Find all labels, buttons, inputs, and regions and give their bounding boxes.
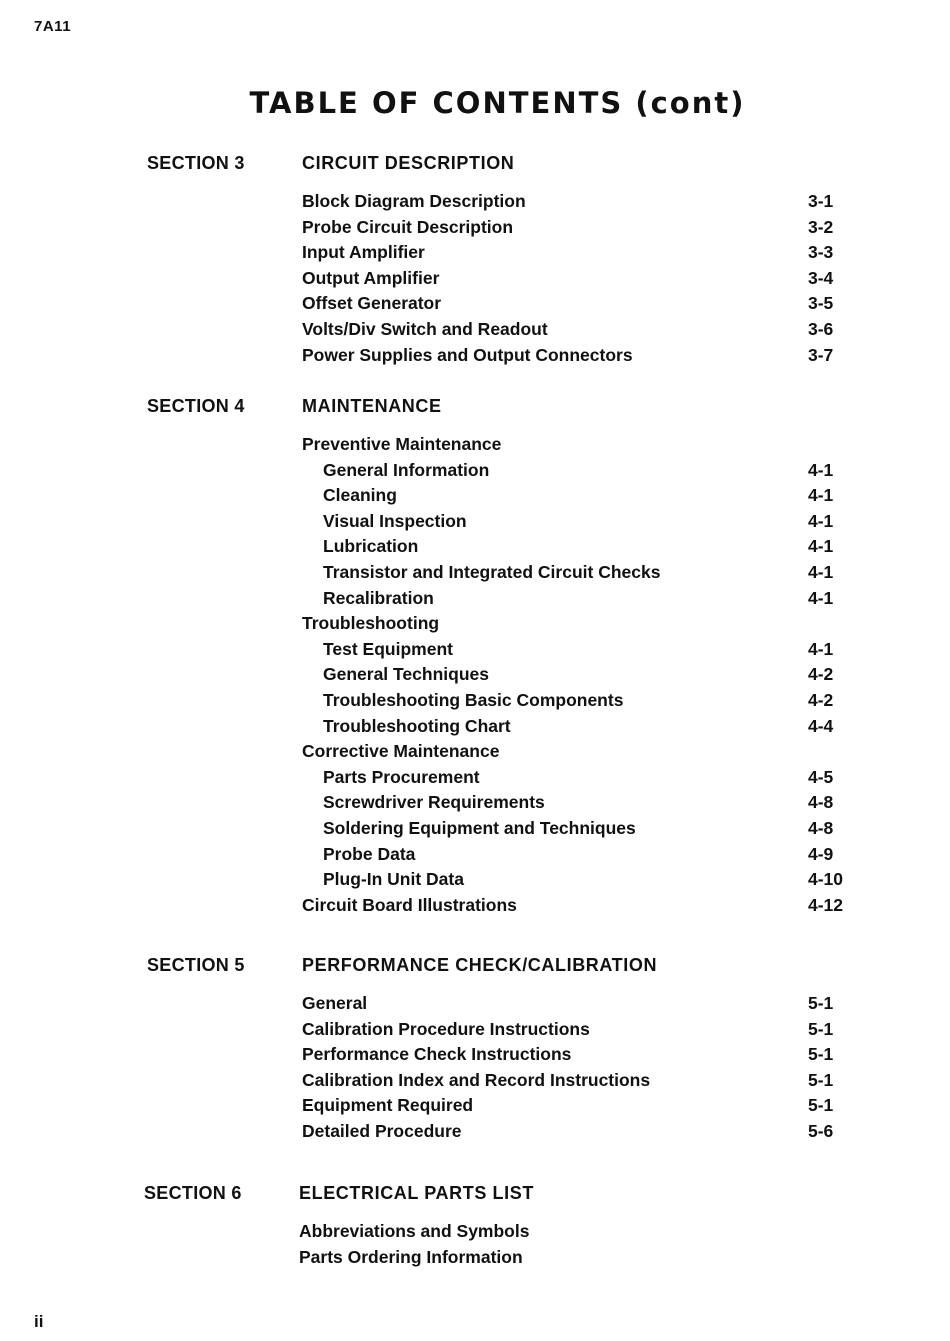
toc-entry-title: Block Diagram Description <box>302 191 526 211</box>
section-title: CIRCUIT DESCRIPTION <box>302 153 515 173</box>
toc-entry-page: 4-1 <box>808 510 834 531</box>
section-title: PERFORMANCE CHECK/CALIBRATION <box>302 955 658 975</box>
toc-entry-page: 3-4 <box>808 267 834 288</box>
toc-entry-page: 4-12 <box>808 894 844 915</box>
section-label: SECTION 6 <box>144 1183 242 1203</box>
toc-entry <box>0 293 950 319</box>
toc-entry-page: 4-4 <box>808 715 834 736</box>
toc-entry <box>0 664 950 690</box>
toc-entry <box>0 536 950 562</box>
toc-entry <box>0 588 950 614</box>
page-title: TABLE OF CONTENTS (cont) <box>249 86 746 120</box>
toc-entry <box>0 869 950 895</box>
toc-entry-page: 4-10 <box>808 869 844 890</box>
toc-entry-page: 4-1 <box>808 536 834 557</box>
page-number: ii <box>34 1312 44 1331</box>
toc-entry-page: 5-6 <box>808 1120 834 1141</box>
toc-entry-title: Troubleshooting Chart <box>323 715 511 736</box>
toc-entry <box>0 242 950 268</box>
toc-entry-title: Calibration Procedure Instructions <box>302 1018 590 1039</box>
toc-entry-title: Performance Check Instructions <box>302 1044 572 1065</box>
document-model-header: 7A11 <box>34 18 72 35</box>
toc-entry <box>0 191 950 217</box>
toc-entry <box>0 268 950 294</box>
toc-entry-title: Soldering Equipment and Techniques <box>323 817 636 838</box>
toc-entry-title: Test Equipment <box>323 638 453 659</box>
toc-entry-list <box>0 993 950 1147</box>
toc-entry-page: 4-1 <box>808 587 834 608</box>
toc-entry-title: Plug-In Unit Data <box>323 869 464 890</box>
toc-entry <box>0 345 950 371</box>
toc-entry-title: Detailed Procedure <box>302 1120 462 1141</box>
toc-entry <box>0 639 950 665</box>
toc-entry-title: Circuit Board Illustrations <box>302 894 517 915</box>
toc-entry-page: 3-6 <box>808 318 834 339</box>
toc-entry <box>0 485 950 511</box>
toc-entry-page: 4-5 <box>808 766 834 787</box>
toc-entry-list <box>0 434 950 920</box>
toc-entry-title: Output Amplifier <box>302 267 440 288</box>
toc-entry-title: Visual Inspection <box>323 510 467 531</box>
toc-group-heading <box>0 434 950 460</box>
section-label: SECTION 4 <box>147 396 245 416</box>
toc-entry-page: 4-1 <box>808 638 834 659</box>
toc-group-heading <box>0 613 950 639</box>
toc-entry-page: 3-3 <box>808 242 834 263</box>
toc-entry <box>0 217 950 243</box>
toc-entry-title: Equipment Required <box>302 1095 474 1116</box>
toc-entry-title: Probe Circuit Description <box>302 216 514 237</box>
toc-entry-title: Probe Data <box>323 843 416 864</box>
toc-entry-page: 5-1 <box>808 1044 834 1065</box>
section-label: SECTION 3 <box>147 153 245 173</box>
toc-entry-page: 4-1 <box>808 459 834 480</box>
toc-entry-title: Corrective Maintenance <box>302 741 500 762</box>
toc-entry-list <box>0 1221 950 1272</box>
toc-entry <box>0 1070 950 1096</box>
toc-entry-page: 4-8 <box>808 817 834 838</box>
toc-entry <box>0 767 950 793</box>
toc-entry <box>0 1019 950 1045</box>
toc-entry-title: Cleaning <box>323 485 397 506</box>
toc-entry <box>0 792 950 818</box>
toc-entry-title: Parts Procurement <box>323 766 480 787</box>
section-title: ELECTRICAL PARTS LIST <box>299 1183 534 1203</box>
toc-entry-title: Power Supplies and Output Connectors <box>302 344 633 365</box>
toc-entry-page: 4-1 <box>808 561 834 582</box>
toc-entry <box>0 818 950 844</box>
toc-entry-page: 3-7 <box>808 344 834 365</box>
toc-entry-title: Preventive Maintenance <box>302 434 502 454</box>
toc-entry-title: Input Amplifier <box>302 242 425 263</box>
toc-entry <box>0 562 950 588</box>
toc-entry-page: 4-9 <box>808 843 834 864</box>
toc-entry-title: Offset Generator <box>302 293 442 314</box>
toc-entry-page: 3-1 <box>808 191 834 211</box>
toc-entry-title: General Techniques <box>323 664 489 685</box>
toc-entry <box>0 716 950 742</box>
toc-entry-page: 5-1 <box>808 993 834 1013</box>
toc-entry <box>0 1095 950 1121</box>
toc-entry-title: General <box>302 993 368 1013</box>
toc-entry <box>0 690 950 716</box>
toc-entry-title: Recalibration <box>323 587 434 608</box>
toc-entry <box>0 844 950 870</box>
toc-entry-title: Volts/Div Switch and Readout <box>302 318 548 339</box>
toc-entry-page: 5-1 <box>808 1018 834 1039</box>
toc-entry-title: Lubrication <box>323 536 419 557</box>
section-label: SECTION 5 <box>147 955 245 975</box>
toc-entry <box>0 1121 950 1147</box>
toc-entry-title: Parts Ordering Information <box>299 1246 523 1267</box>
toc-entry-title: General Information <box>323 459 490 480</box>
toc-entry <box>0 895 950 921</box>
toc-entry <box>0 1247 950 1273</box>
section-title: MAINTENANCE <box>302 396 442 416</box>
toc-entry <box>0 1221 950 1247</box>
toc-entry-title: Screwdriver Requirements <box>323 792 545 813</box>
toc-entry <box>0 460 950 486</box>
toc-entry <box>0 319 950 345</box>
toc-entry-title: Abbreviations and Symbols <box>299 1221 530 1241</box>
toc-entry-title: Calibration Index and Record Instructions <box>302 1069 651 1090</box>
toc-entry-page: 5-1 <box>808 1095 834 1116</box>
toc-entry-title: Troubleshooting <box>302 613 440 634</box>
toc-entry-page: 4-2 <box>808 664 834 685</box>
toc-entry <box>0 993 950 1019</box>
toc-entry-page: 4-8 <box>808 792 834 813</box>
toc-entry-title: Troubleshooting Basic Components <box>323 689 624 710</box>
toc-group-heading <box>0 741 950 767</box>
toc-entry-page: 4-1 <box>808 485 834 506</box>
toc-entry <box>0 1044 950 1070</box>
toc-entry-list <box>0 191 950 370</box>
toc-entry-title: Transistor and Integrated Circuit Checks <box>323 561 661 582</box>
toc-entry-page: 5-1 <box>808 1069 834 1090</box>
toc-entry <box>0 511 950 537</box>
toc-entry-page: 3-2 <box>808 216 834 237</box>
toc-entry-page: 3-5 <box>808 293 834 314</box>
toc-entry-page: 4-2 <box>808 689 834 710</box>
